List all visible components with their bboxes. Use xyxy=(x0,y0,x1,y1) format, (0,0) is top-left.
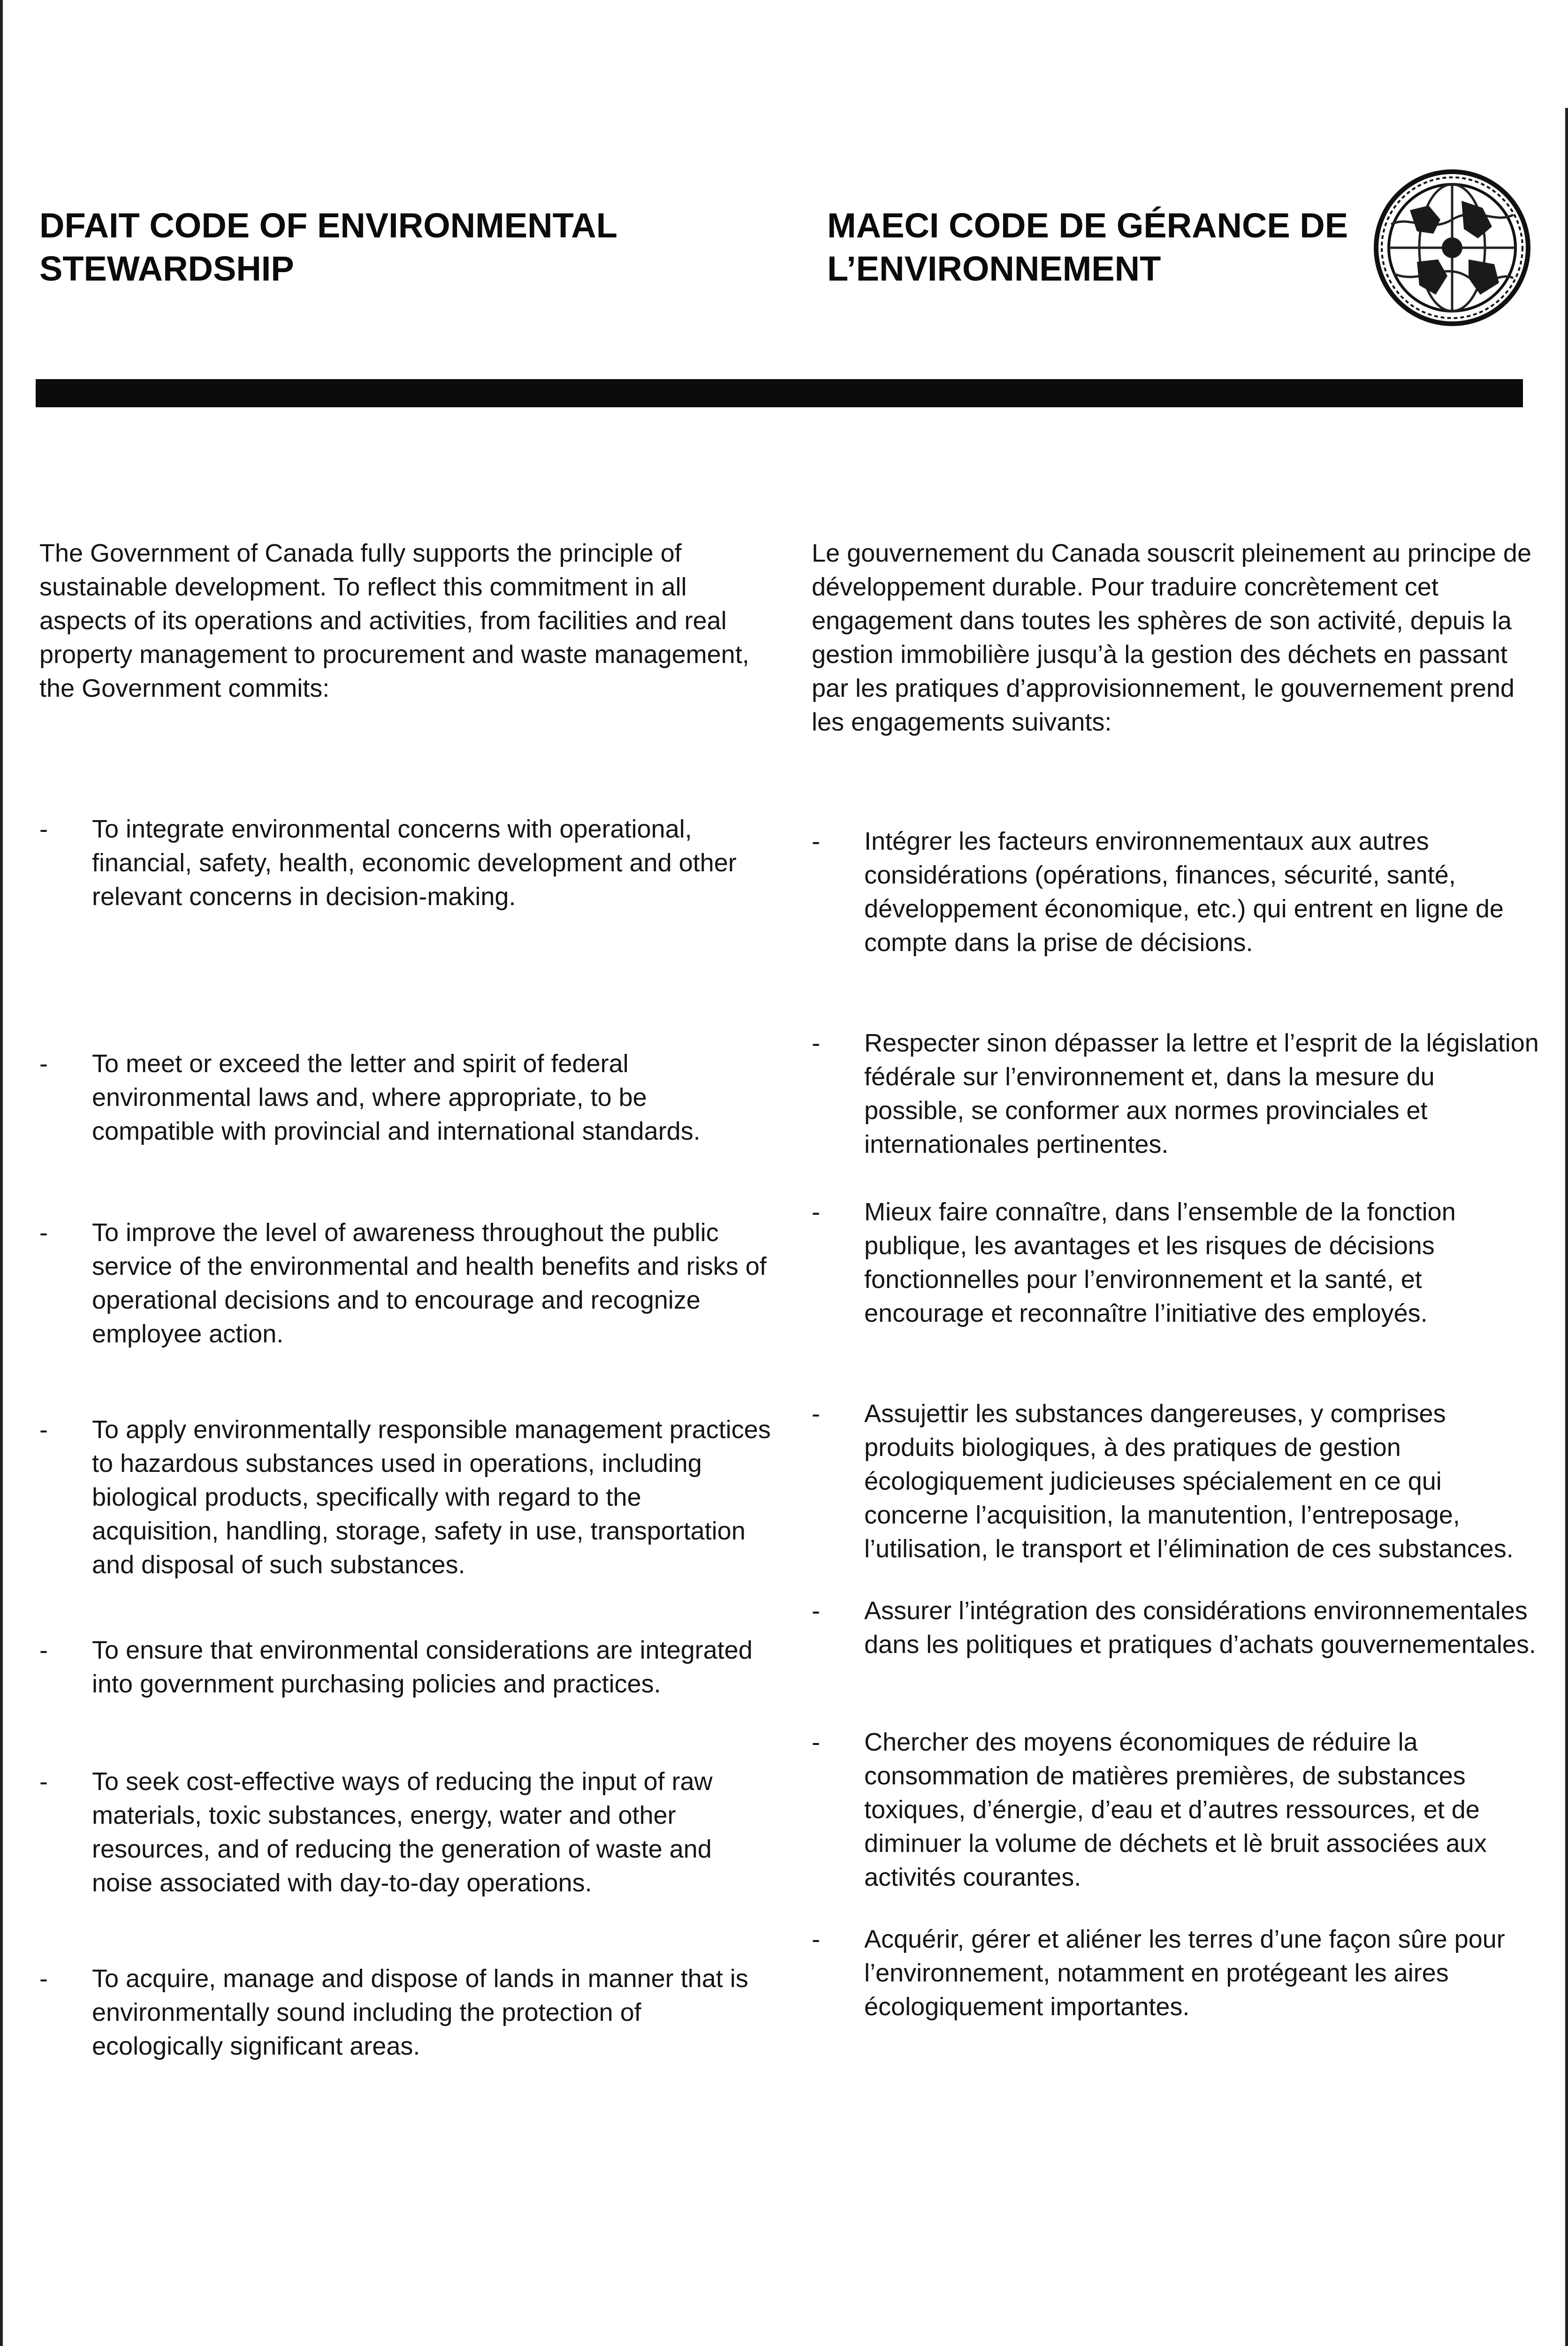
commitment-text: Chercher des moyens économiques de réduire la consommation de matières premières, de substances toxiques, d’énergie, d’eau et d’autres ressources, et de diminuer la volume de déchets et lè bruit associées aux activités courantes. xyxy=(864,1728,1487,1891)
commitment-text: To seek cost-effective ways of reducing the input of raw materials, toxic substances, energy, water and other resources, and of reducing the generation of waste and noise associated with day-to-day operations. xyxy=(92,1767,713,1897)
scan-edge-left xyxy=(0,0,3,2346)
list-dash: - xyxy=(812,1925,820,1953)
list-dash: - xyxy=(39,1050,48,1078)
commitment-text: To acquire, manage and dispose of lands in manner that is environmentally sound including the protection of ecologically significant areas. xyxy=(92,1965,748,2060)
commitment-item-english xyxy=(39,1765,771,1962)
list-dash: - xyxy=(39,1416,48,1444)
header-divider-bar xyxy=(36,379,1523,407)
title-french: MAECI CODE DE GÉRANCE DE L’ENVIRONNEMENT xyxy=(827,206,1348,288)
globe-emblem-icon xyxy=(1372,168,1532,328)
list-dash: - xyxy=(812,1400,820,1428)
commitment-text: To integrate environmental concerns with operational, financial, safety, health, economic development and other relevant concerns in decision-making. xyxy=(92,815,737,911)
commitment-item-french xyxy=(812,1594,1541,1725)
list-dash: - xyxy=(39,1636,48,1664)
list-dash: - xyxy=(39,1965,48,1993)
commitment-text: To apply environmentally responsible management practices to hazardous substances used in operations, including biological products, specifically with regard to the acquisition, handling, storage, safety in use, transportation and disposal of such substances. xyxy=(92,1416,771,1579)
commitment-text: Assujettir les substances dangereuses, y comprises produits biologiques, à des pratiques de gestion écologiquement judicieuses spécialement en ce qui concerne l’acquisition, la manutention, l’entreposage, l’utilisation, le transport et l’élimination de ces substances. xyxy=(864,1400,1514,1563)
commitment-text: To meet or exceed the letter and spirit of federal environmental laws and, where appropriate, to be compatible with provincial and international standards. xyxy=(92,1050,700,1145)
commitment-item-english xyxy=(39,1216,771,1413)
commitment-text: To ensure that environmental considerations are integrated into government purchasing policies and practices. xyxy=(92,1636,753,1698)
commitment-text: Respecter sinon dépasser la lettre et l’esprit de la législation fédérale sur l’environnement et, dans la mesure du possible, se conformer aux normes provinciales et internationales pertinentes. xyxy=(864,1029,1539,1158)
commitment-item-french xyxy=(812,1026,1541,1195)
french-column xyxy=(812,536,1541,2035)
commitment-item-french xyxy=(812,824,1541,1026)
list-dash: - xyxy=(39,815,48,843)
commitment-item-french xyxy=(812,1397,1541,1594)
commitment-text: Mieux faire connaître, dans l’ensemble de la fonction publique, les avantages et les risques de décisions fonctionnelles pour l’environnement et la santé, et encourage et reconnaître l’initiative des employés. xyxy=(864,1198,1456,1327)
commitment-item-french xyxy=(812,1922,1541,2035)
title-english: DFAIT CODE OF ENVIRONMENTAL STEWARDSHIP xyxy=(39,206,617,288)
commitment-item-french xyxy=(812,1195,1541,1397)
list-dash: - xyxy=(812,1728,820,1756)
list-dash: - xyxy=(812,1029,820,1057)
scan-edge-right xyxy=(1565,108,1568,2346)
list-dash: - xyxy=(812,1597,820,1625)
intro-paragraph-english: The Government of Canada fully supports the principle of sustainable development. To reflect this commitment in all aspects of its operations and activities, from facilities and real property management to procurement and waste management, the Government commits: xyxy=(39,539,749,702)
commitment-text: Acquérir, gérer et aliéner les terres d’une façon sûre pour l’environnement, notamment en protégeant les aires écologiquement importantes. xyxy=(864,1925,1505,2021)
commitment-text: Assurer l’intégration des considérations environnementales dans les politiques et pratiques d’achats gouvernementales. xyxy=(864,1597,1536,1659)
english-column xyxy=(39,536,771,2074)
commitment-text: To improve the level of awareness throughout the public service of the environmental and health benefits and risks of operational decisions and to encourage and recognize employee action. xyxy=(92,1219,767,1348)
list-dash: - xyxy=(39,1767,48,1796)
commitment-item-english xyxy=(39,1413,771,1633)
commitment-text: Intégrer les facteurs environnementaux aux autres considérations (opérations, finances, sécurité, santé, développement économique, etc.) qui entrent en ligne de compte dans la prise de décisions. xyxy=(864,827,1504,957)
commitment-item-english xyxy=(39,1047,771,1216)
commitment-item-english xyxy=(39,812,771,1047)
list-dash: - xyxy=(39,1219,48,1247)
commitment-item-english xyxy=(39,1962,771,2074)
commitment-item-english xyxy=(39,1633,771,1765)
list-dash: - xyxy=(812,1198,820,1226)
intro-paragraph-french: Le gouvernement du Canada souscrit pleinement au principe de développement durable. Pour traduire concrètement cet engagement dans toutes les sphères de son activité, depuis la gestion immobilière jusqu’à la gestion des déchets en passant par les pratiques d’approvisionnement, le gouvernement prend les engagements suivants: xyxy=(812,539,1531,736)
commitment-item-french xyxy=(812,1725,1541,1922)
list-dash: - xyxy=(812,827,820,855)
